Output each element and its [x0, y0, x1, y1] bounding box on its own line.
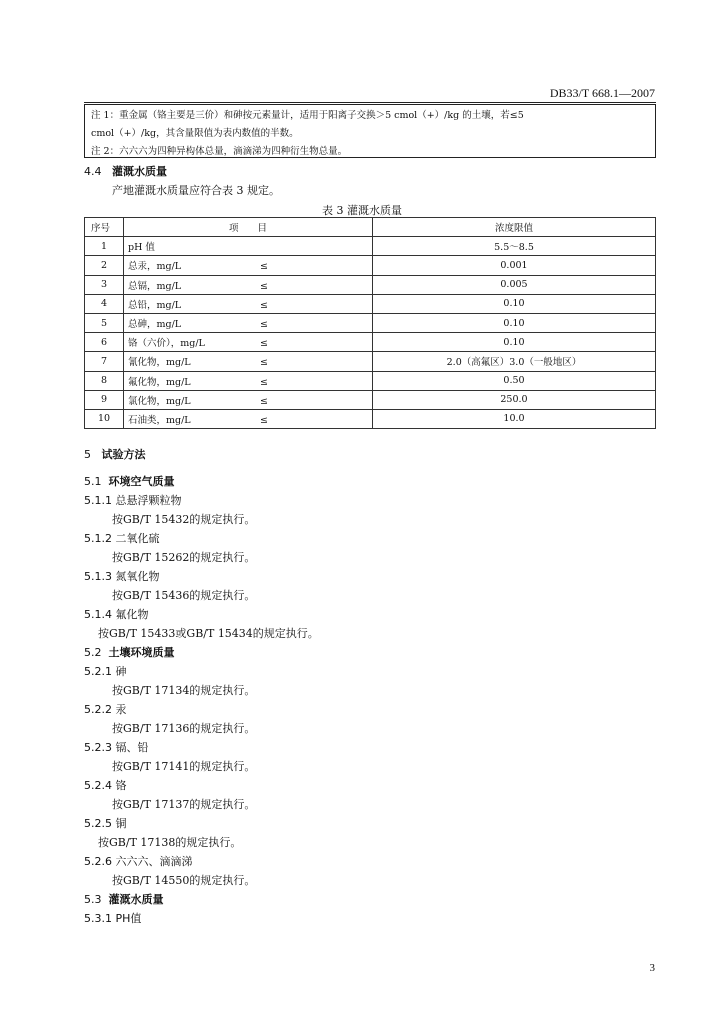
cell-limit: 0.50 [373, 371, 656, 390]
limit-operator: ≤ [260, 338, 268, 350]
item-name: 总汞，mg/L [128, 261, 182, 273]
section-number: 4.4 [84, 165, 102, 178]
cell-item [124, 409, 373, 428]
section-4-4-heading [84, 163, 167, 179]
cell-limit: 250.0 [373, 390, 656, 409]
section-5-1-heading [84, 473, 175, 489]
cell-no: 9 [85, 390, 124, 409]
note-line-1: 注 1：重金属（铬主要是三价）和砷按元素量计，适用于阳离子交换＞5 cmol（+）/kg 的土壤，若≤5 [91, 110, 524, 121]
clause-5-1-2-heading: 5.1.2 二氧化硫 [84, 532, 160, 545]
item-name: 石油类，mg/L [128, 414, 191, 426]
clause-5-2-4-heading: 5.2.4 铬 [84, 779, 127, 792]
cell-no: 1 [85, 237, 124, 256]
cell-limit: 5.5～8.5 [373, 237, 656, 256]
limit-operator: ≤ [260, 395, 268, 407]
cell-no: 10 [85, 409, 124, 428]
item-name: 氯化物，mg/L [128, 395, 191, 407]
table-caption: 表 3 灌溉水质量 [322, 204, 402, 217]
cell-limit: 0.10 [373, 313, 656, 332]
clause-5-2-4-body: 按GB/T 17137的规定执行。 [112, 798, 256, 811]
section-5-3-heading [84, 891, 164, 907]
note-box [84, 104, 656, 158]
clause-5-2-6-heading: 5.2.6 六六六、滴滴涕 [84, 855, 193, 868]
cell-limit: 0.10 [373, 294, 656, 313]
item-name: 总镉，mg/L [128, 280, 182, 292]
item-name: 铬（六价），mg/L [128, 338, 205, 350]
table-header-row [85, 218, 656, 237]
limit-operator: ≤ [260, 280, 268, 292]
cell-no: 3 [85, 275, 124, 294]
cell-item [124, 237, 373, 256]
document-code: DB33/T 668.1—2007 [549, 86, 655, 100]
section-title: 灌溉水质量 [108, 893, 164, 906]
cell-limit: 0.10 [373, 333, 656, 352]
clause-5-2-6-body: 按GB/T 14550的规定执行。 [112, 874, 256, 887]
item-name: pH 值 [128, 242, 155, 254]
item-name: 总砷，mg/L [128, 319, 182, 331]
cell-limit: 0.001 [373, 256, 656, 275]
item-name: 氰化物，mg/L [128, 357, 191, 369]
clause-5-2-2-heading: 5.2.2 汞 [84, 703, 127, 716]
section-title: 土壤环境质量 [108, 646, 175, 659]
cell-no: 6 [85, 333, 124, 352]
limit-operator: ≤ [260, 261, 268, 273]
cell-item [124, 256, 373, 275]
cell-item [124, 352, 373, 371]
clause-5-1-4-heading: 5.1.4 氟化物 [84, 608, 149, 621]
col-header-no: 序号 [85, 218, 124, 237]
section-number: 5.2 [84, 646, 102, 659]
irrigation-water-table [84, 217, 656, 429]
cell-item [124, 333, 373, 352]
clause-5-2-1-body: 按GB/T 17134的规定执行。 [112, 684, 256, 697]
section-number: 5 [84, 448, 91, 461]
col-header-item: 项 目 [124, 218, 373, 237]
page-number: 3 [649, 962, 655, 974]
clause-5-2-1-heading: 5.2.1 砷 [84, 665, 127, 678]
limit-operator: ≤ [260, 414, 268, 426]
cell-limit: 10.0 [373, 409, 656, 428]
cell-item [124, 275, 373, 294]
cell-no: 8 [85, 371, 124, 390]
clause-5-1-2-body: 按GB/T 15262的规定执行。 [112, 551, 256, 564]
item-name: 氟化物，mg/L [128, 376, 191, 388]
cell-item [124, 313, 373, 332]
table-row [85, 313, 656, 332]
cell-no: 4 [85, 294, 124, 313]
section-5-2-heading [84, 644, 175, 660]
section-title: 环境空气质量 [108, 475, 175, 488]
limit-operator: ≤ [260, 376, 268, 388]
clause-5-2-3-heading: 5.2.3 镉、铅 [84, 741, 149, 754]
table-row [85, 352, 656, 371]
cell-limit: 2.0（高氟区）3.0（一般地区） [373, 352, 656, 371]
section-number: 5.1 [84, 475, 102, 488]
table-row [85, 409, 656, 428]
section-title: 灌溉水质量 [112, 165, 167, 178]
section-5-heading [84, 446, 146, 462]
col-header-limit: 浓度限值 [373, 218, 656, 237]
note-line-3: 注 2：六六六为四种异构体总量，滴滴涕为四种衍生物总量。 [91, 146, 348, 157]
clause-5-3-1-heading: 5.3.1 PH值 [84, 912, 142, 925]
cell-item [124, 371, 373, 390]
section-number: 5.3 [84, 893, 102, 906]
clause-5-2-5-body: 按GB/T 17138的规定执行。 [98, 836, 242, 849]
clause-5-2-3-body: 按GB/T 17141的规定执行。 [112, 760, 256, 773]
table-row [85, 256, 656, 275]
header-rule [84, 102, 656, 103]
table-row [85, 294, 656, 313]
clause-5-1-1-body: 按GB/T 15432的规定执行。 [112, 513, 256, 526]
clause-5-1-1-heading: 5.1.1 总悬浮颗粒物 [84, 494, 182, 507]
table-row [85, 275, 656, 294]
section-title: 试验方法 [101, 448, 146, 461]
cell-item [124, 390, 373, 409]
clause-5-1-3-body: 按GB/T 15436的规定执行。 [112, 589, 256, 602]
cell-no: 2 [85, 256, 124, 275]
cell-item [124, 294, 373, 313]
cell-no: 5 [85, 313, 124, 332]
limit-operator: ≤ [260, 357, 268, 369]
clause-5-1-4-body: 按GB/T 15433或GB/T 15434的规定执行。 [98, 627, 319, 640]
clause-5-1-3-heading: 5.1.3 氮氧化物 [84, 570, 160, 583]
limit-operator: ≤ [260, 319, 268, 331]
table-row [85, 390, 656, 409]
section-4-4-body: 产地灌溉水质量应符合表 3 规定。 [112, 184, 280, 197]
cell-limit: 0.005 [373, 275, 656, 294]
limit-operator: ≤ [260, 299, 268, 311]
table-row [85, 333, 656, 352]
item-name: 总铅，mg/L [128, 299, 182, 311]
cell-no: 7 [85, 352, 124, 371]
clause-5-2-5-heading: 5.2.5 铜 [84, 817, 127, 830]
note-line-2: cmol（+）/kg，其含量限值为表内数值的半数。 [91, 128, 299, 139]
table-row [85, 237, 656, 256]
table-row [85, 371, 656, 390]
clause-5-2-2-body: 按GB/T 17136的规定执行。 [112, 722, 256, 735]
